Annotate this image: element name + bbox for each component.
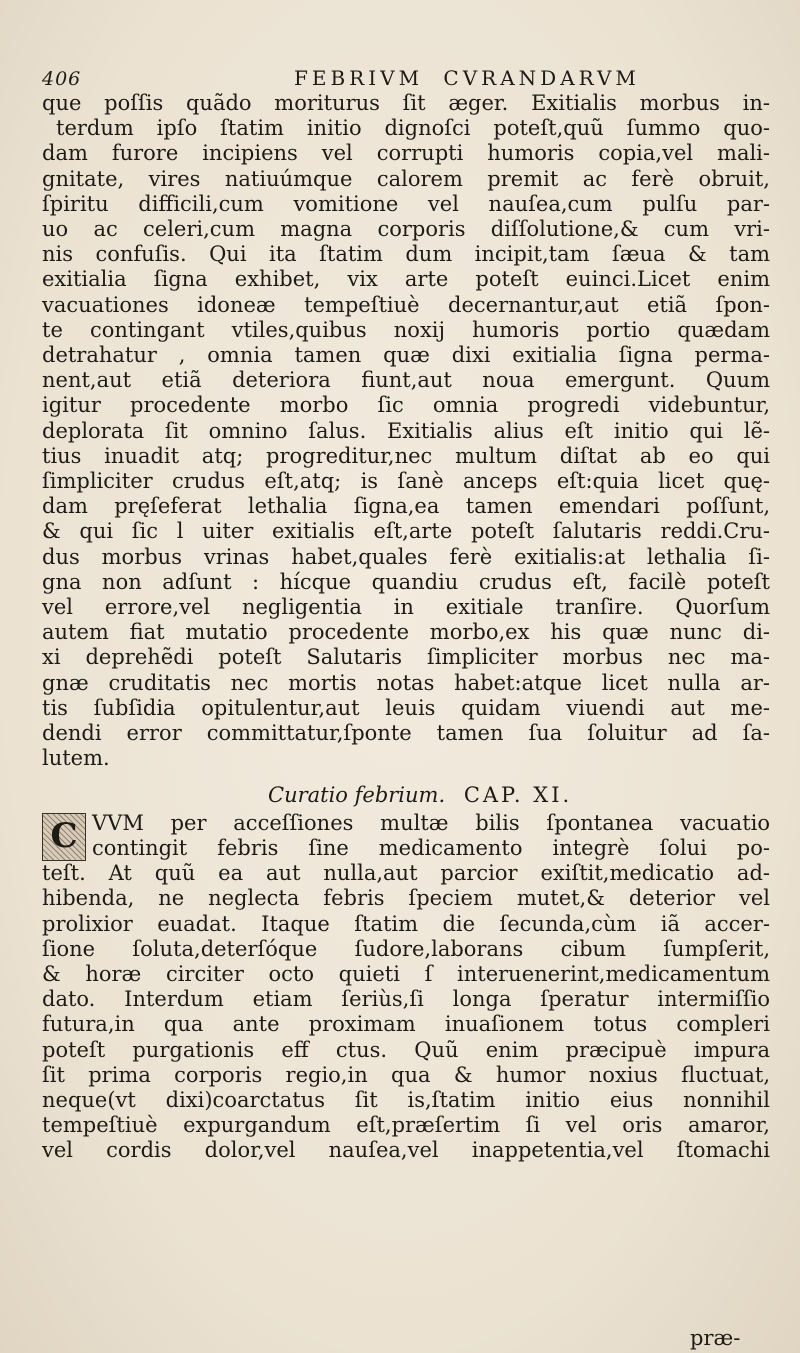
text-line: deplorata ſit omnino ſalus. Exitialis alius eſt initio qui lẽ- [42, 418, 770, 443]
text-line: gnitate, vires natiuúmque calorem premit ac ferè obruit, [42, 166, 770, 191]
text-line: gna non adſunt : hícque quandiu crudus eſt, facilè poteſt [42, 569, 770, 594]
paragraph-curatio [42, 811, 770, 1164]
text-line: dam furore incipiens vel corrupti humoris copia,vel mali- [42, 141, 770, 166]
text-line: vel cordis dolor,vel nauſea,vel inappetentia,vel ſtomachi [42, 1138, 770, 1163]
text-line: terdum ipſo ſtatim initio dignoſci poteſt,quũ ſummo quo- [56, 116, 770, 141]
text-line: gnæ cruditatis nec mortis notas habet:atque licet nulla ar- [42, 670, 770, 695]
text-line: futura,in qua ante proximam inuaſionem totus compleri [42, 1012, 770, 1037]
running-head: FEBRIVM CVRANDARVM [294, 66, 640, 90]
text-line: igitur procedente morbo ſic omnia progredi videbuntur, [42, 393, 770, 418]
text-line: hibenda, ne neglecta febris ſpeciem mutet,& deterior vel [42, 886, 770, 911]
text-line: teſt. At quũ ea aut nulla,aut parcior exiſtit,medicatio ad- [42, 861, 770, 886]
text-line: ſpiritu difficili,cum vomitione vel nauſea,cum pulſu par- [42, 191, 770, 216]
text-line: ſit prima corporis regio,in qua & humor noxius fluctuat, [42, 1062, 770, 1087]
text-line: vel errore,vel negligentia in exitiale tranſire. Quorſum [42, 595, 770, 620]
text-line: lutem. [42, 746, 110, 771]
text-line: uo ac celeri,cum magna corporis diſſolutione,& cum vri- [42, 217, 770, 242]
paragraph-prognosis [42, 91, 770, 771]
text-line: nis confuſis. Qui ita ſtatim dum incipit,tam ſæua & tam [42, 242, 770, 267]
text-line: neque(vt dixi)coarctatus ſit is,ſtatim initio eius nonnihil [42, 1087, 770, 1112]
chapter-heading [42, 783, 770, 808]
text-line: ſimpliciter crudus eſt,atq; is ſanè anceps eſt:quia licet quę- [42, 469, 770, 494]
text-line: contingit febris ſine medicamento integrè ſolui po- [92, 835, 770, 860]
text-line: dendi error committatur,ſponte tamen ſua ſoluitur ad ſa- [42, 721, 770, 746]
ornamental-initial: C [42, 813, 86, 861]
text-line: ſione ſoluta,deterſóque ſudore,laborans cibum ſumpſerit, [42, 936, 770, 961]
text-line: xi deprehẽdi poteſt Salutaris ſimpliciter morbus nec ma- [42, 645, 770, 670]
text-line: te contingant vtiles,quibus noxij humoris portio quædam [42, 317, 770, 342]
text-line: detrahatur , omnia tamen quæ dixi exitialia ſigna perma- [42, 343, 770, 368]
text-line: tempeſtiuè expurgandum eſt,præſertim ſi vel oris amaror, [42, 1113, 770, 1138]
text-line: poteſt purgationis eff ctus. Quũ enim præcipuè impura [42, 1037, 770, 1062]
text-line: exitialia ſigna exhibet, vix arte poteſt euinci.Licet enim [42, 267, 770, 292]
catchword: præ- [690, 1326, 741, 1350]
chapter-number: CAP. XI. [463, 783, 573, 808]
text-line: tis ſubſidia opitulentur,aut leuis quidam viuendi aut me- [42, 695, 770, 720]
text-line: dato. Interdum etiam ſeriùs,ſi longa ſperatur intermiſſio [42, 987, 770, 1012]
page-number: 406 [42, 68, 82, 90]
text-line: que poſſis quãdo moriturus ſit æger. Exitialis morbus in- [42, 91, 770, 115]
text-line: autem fiat mutatio procedente morbo,ex his quæ nunc di- [42, 620, 770, 645]
chapter-title: Curatio febrium. [268, 783, 446, 808]
text-line: dam pręſeferat lethalia ſigna,ea tamen emendari poſſunt, [42, 494, 770, 519]
text-line: vacuationes idoneæ tempeſtiuè decernantur,aut etiã ſpon- [42, 292, 770, 317]
paragraph-curatio-lines [42, 811, 770, 1164]
text-line: VVM per acceſſiones multæ bilis ſpontanea vacuatio [92, 810, 770, 835]
text-line: & qui ſic l uiter exitialis eſt,arte poteſt ſalutaris reddi.Cru- [42, 519, 770, 544]
text-line: tius inuadit atq; progreditur,nec multum diſtat ab eo qui [42, 443, 770, 468]
page-header [42, 62, 762, 92]
text-line: nent,aut etiã deteriora fiunt,aut noua emergunt. Quum [42, 368, 770, 393]
body-text [42, 91, 770, 1164]
text-line: prolixior euadat. Itaque ſtatim die ſecunda,cùm iã accer- [42, 911, 770, 936]
text-line: & horæ circiter octo quieti ſ interuenerint,medicamentum [42, 961, 770, 986]
text-line: dus morbus vrinas habet,quales ferè exitialis:at lethalia ſi- [42, 544, 770, 569]
